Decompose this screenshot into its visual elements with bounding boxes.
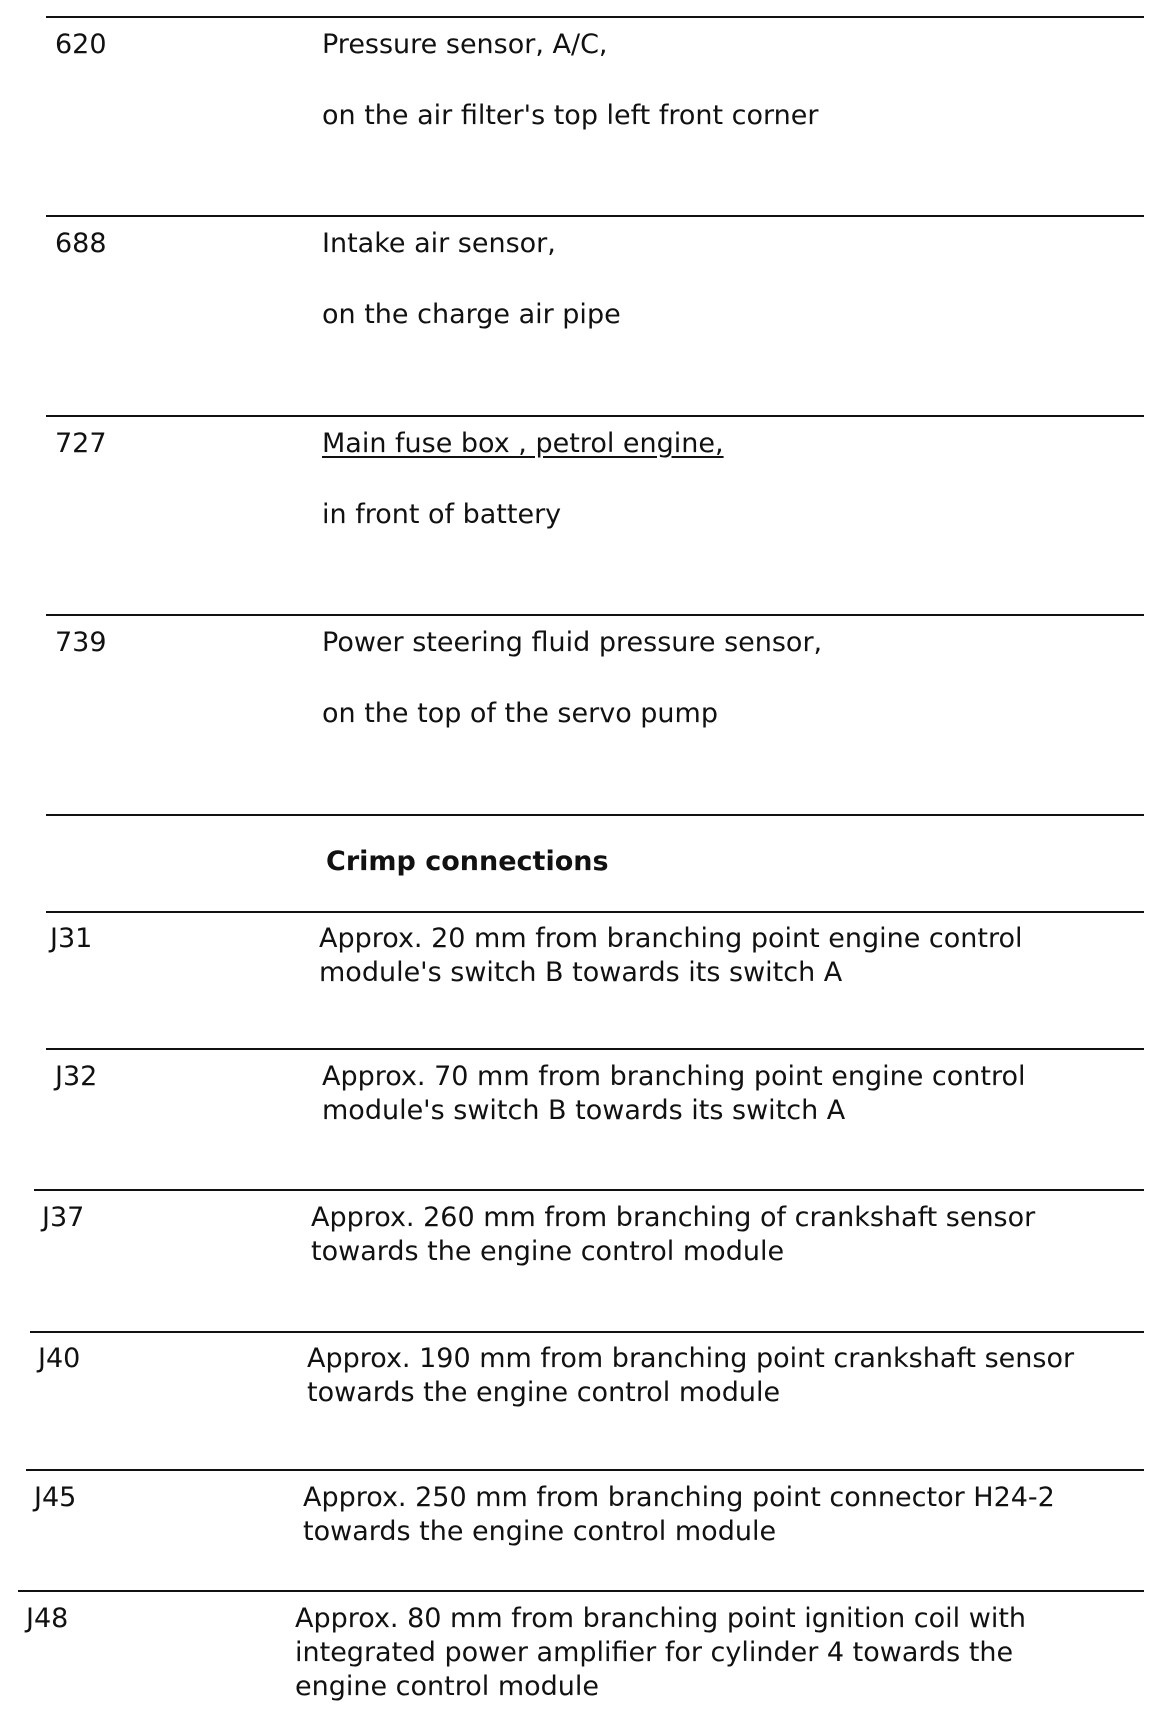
crimp-description-line: Approx. 190 mm from branching point crankshaft sensor xyxy=(307,1343,1075,1374)
component-code: 739 xyxy=(55,627,107,658)
row-rule xyxy=(46,614,1144,616)
component-code: 620 xyxy=(55,29,107,60)
crimp-description-line: Approx. 250 mm from branching point connector H24-2 xyxy=(303,1482,1055,1513)
crimp-description-line: engine control module xyxy=(295,1671,600,1702)
row-rule xyxy=(18,1590,1144,1592)
row-rule xyxy=(34,1189,1144,1191)
component-name: Power steering fluid pressure sensor, xyxy=(322,627,823,658)
crimp-description-line: Approx. 20 mm from branching point engine control xyxy=(319,923,1023,954)
crimp-description-line: Approx. 80 mm from branching point ignition coil with xyxy=(295,1603,1027,1634)
row-rule xyxy=(30,1331,1144,1333)
component-location: on the charge air pipe xyxy=(322,299,621,330)
crimp-description-line: towards the engine control module xyxy=(303,1516,777,1547)
component-name: Intake air sensor, xyxy=(322,228,556,259)
crimp-description-line: module's switch B towards its switch A xyxy=(322,1095,846,1126)
crimp-code: J45 xyxy=(34,1482,77,1513)
crimp-description-line: integrated power amplifier for cylinder 4 towards the xyxy=(295,1637,1014,1668)
row-rule xyxy=(46,16,1144,18)
component-location: on the top of the servo pump xyxy=(322,698,718,729)
section-heading: Crimp connections xyxy=(326,846,609,877)
crimp-description-line: towards the engine control module xyxy=(307,1377,781,1408)
row-rule xyxy=(46,911,1144,913)
row-rule xyxy=(26,1469,1144,1471)
row-rule xyxy=(46,415,1144,417)
row-rule xyxy=(46,1048,1144,1050)
crimp-code: J40 xyxy=(38,1343,81,1374)
component-code: 688 xyxy=(55,228,107,259)
component-name: Pressure sensor, A/C, xyxy=(322,29,608,60)
component-name: Main fuse box , petrol engine, xyxy=(322,428,724,459)
crimp-description-line: Approx. 260 mm from branching of crankshaft sensor xyxy=(311,1202,1036,1233)
crimp-description-line: towards the engine control module xyxy=(311,1236,785,1267)
crimp-code: J31 xyxy=(50,923,93,954)
crimp-code: J37 xyxy=(42,1202,85,1233)
section-rule xyxy=(46,814,1144,816)
component-location: on the air filter's top left front corner xyxy=(322,100,819,131)
component-location: in front of battery xyxy=(322,499,562,530)
component-code: 727 xyxy=(55,428,107,459)
crimp-description-line: module's switch B towards its switch A xyxy=(319,957,843,988)
row-rule xyxy=(46,215,1144,217)
crimp-description-line: Approx. 70 mm from branching point engine control xyxy=(322,1061,1026,1092)
crimp-code: J48 xyxy=(26,1603,69,1634)
crimp-code: J32 xyxy=(55,1061,98,1092)
